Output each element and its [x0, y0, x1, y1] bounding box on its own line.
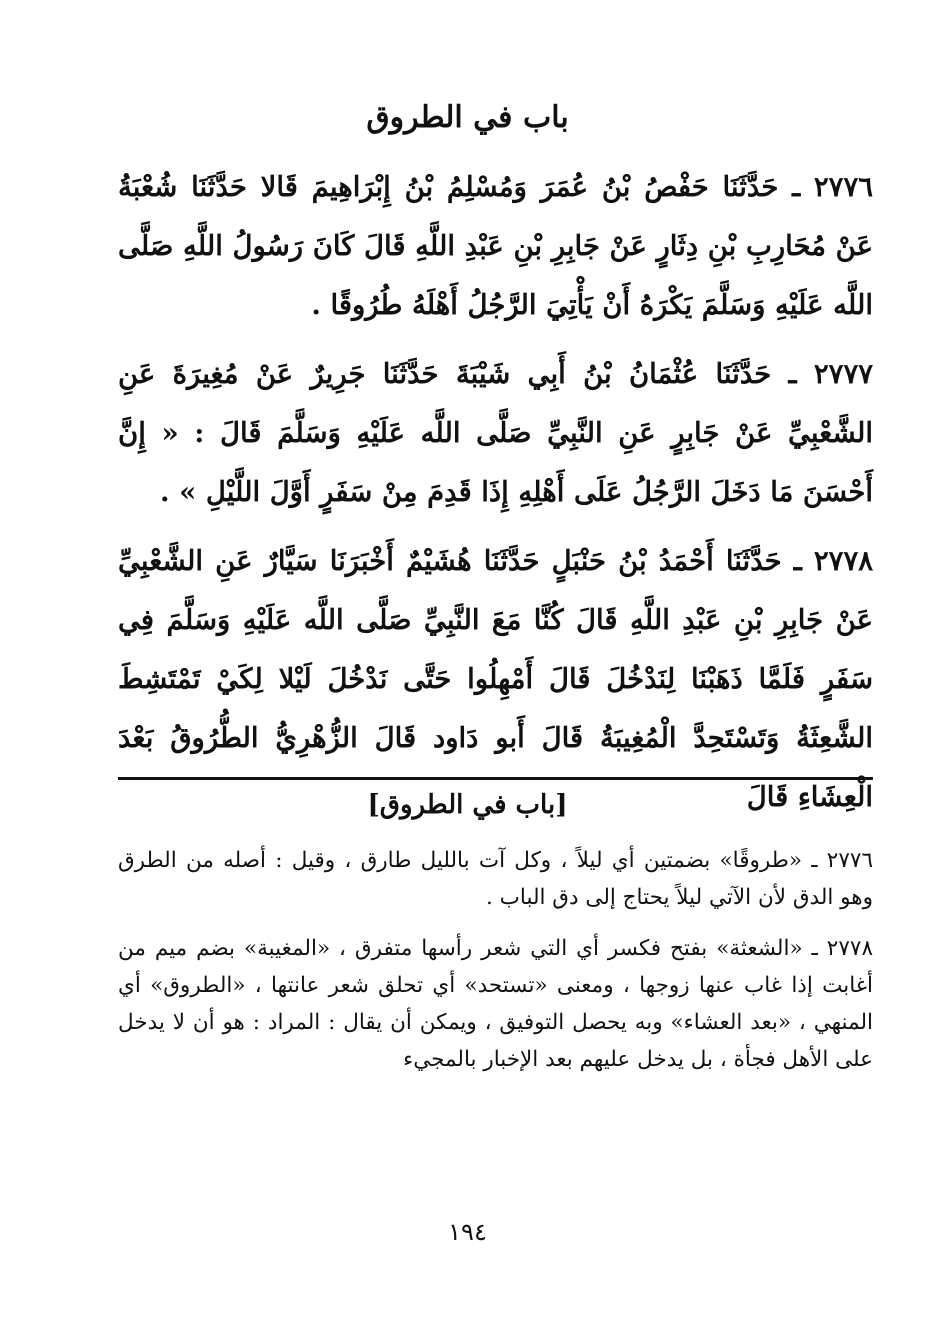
hadith-section: [118, 158, 873, 837]
commentary-note: [118, 930, 873, 1078]
hadith-paragraph: [118, 532, 873, 827]
hadith-number: ٢٧٧٦: [813, 171, 873, 203]
hadith-text: ـ حَدَّثَنَا أَحْمَدُ بْنُ حَنْبَلٍ حَدَّثَنَا هُشَيْمٌ أَخْبَرَنَا سَيَّارٌ عَنِ الشَّعْبِيِّ عَنْ جَابِرِ بْنِ عَبْدِ اللَّهِ قَالَ كُنَّا مَعَ النَّبِيِّ صَلَّى اللَّه عَلَيْهِ وَسَلَّمَ فِي سَفَرٍ فَلَمَّا ذَهَبْنَا لِنَدْخُلَ قَالَ أَمْهِلُوا حَتَّى نَدْخُلَ لَيْلا لِكَيْ تَمْتَشِطَ الشَّعِثَةُ وَتَسْتَحِدَّ الْمُغِيبَةُ قَالَ أَبو دَاود قَالَ الزُّهْرِيُّ الطُّرُوقُ بَعْدَ الْعِشَاءِ قَالَ: [118, 545, 873, 813]
note-number: ٢٧٧٦: [826, 848, 873, 873]
hadith-paragraph: [118, 345, 873, 522]
page-number: ١٩٤: [448, 1218, 487, 1246]
hadith-text: ـ حَدَّثَنَا حَفْصُ بْنُ عُمَرَ وَمُسْلِمُ بْنُ إِبْرَاهِيمَ قَالا حَدَّثَنَا شُعْبَةُ عَنْ مُحَارِبِ بْنِ دِثَارٍ عَنْ جَابِرِ بْنِ عَبْدِ اللَّهِ قَالَ كَانَ رَسُولُ اللَّهِ صَلَّى اللَّه عَلَيْهِ وَسَلَّمَ يَكْرَهُ أَنْ يَأْتِيَ الرَّجُلُ أَهْلَهُ طُرُوقًا .: [118, 171, 873, 321]
hadith-number: ٢٧٧٧: [813, 358, 873, 390]
note-text: ـ «الشعثة» بفتح فكسر أي التي شعر رأسها متفرق ، «المغيبة» بضم ميم من أغابت إذا غاب عنها زوجها ، ومعنى «تستحد» أي تحلق شعر عانتها ، «الطروق» أي المنهي ، «بعد العشاء» وبه يحصل التوفيق ، ويمكن أن يقال : المراد : هو أن لا يدخل على الأهل فجأة ، بل يدخل عليهم بعد الإخبار بالمجيء: [118, 936, 873, 1072]
footnote-divider: [118, 777, 873, 780]
hadith-paragraph: [118, 158, 873, 335]
chapter-title: باب في الطروق: [366, 100, 569, 135]
note-number: ٢٧٧٨: [826, 936, 873, 961]
hadith-number: ٢٧٧٨: [813, 545, 873, 577]
commentary-note: [118, 842, 873, 916]
hadith-text: ـ حَدَّثَنَا عُثْمَانُ بْنُ أَبِي شَيْبَةَ حَدَّثَنَا جَرِيرٌ عَنْ مُغِيرَةَ عَنِ الشَّعْبِيِّ عَنْ جَابِرٍ عَنِ النَّبِيِّ صَلَّى اللَّه عَلَيْهِ وَسَلَّمَ قَالَ : « إِنَّ أَحْسَنَ مَا دَخَلَ الرَّجُلُ عَلَى أَهْلِهِ إِذَا قَدِمَ مِنْ سَفَرٍ أَوَّلَ اللَّيْلِ » .: [118, 358, 873, 508]
commentary-title: [باب في الطروق]: [367, 790, 568, 820]
commentary-section: [118, 842, 873, 1092]
note-text: ـ «طروقًا» بضمتين أي ليلاً ، وكل آت بالليل طارق ، وقيل : أصله من الطرق وهو الدق لأن الآتي ليلاً يحتاج إلى دق الباب .: [118, 848, 873, 910]
